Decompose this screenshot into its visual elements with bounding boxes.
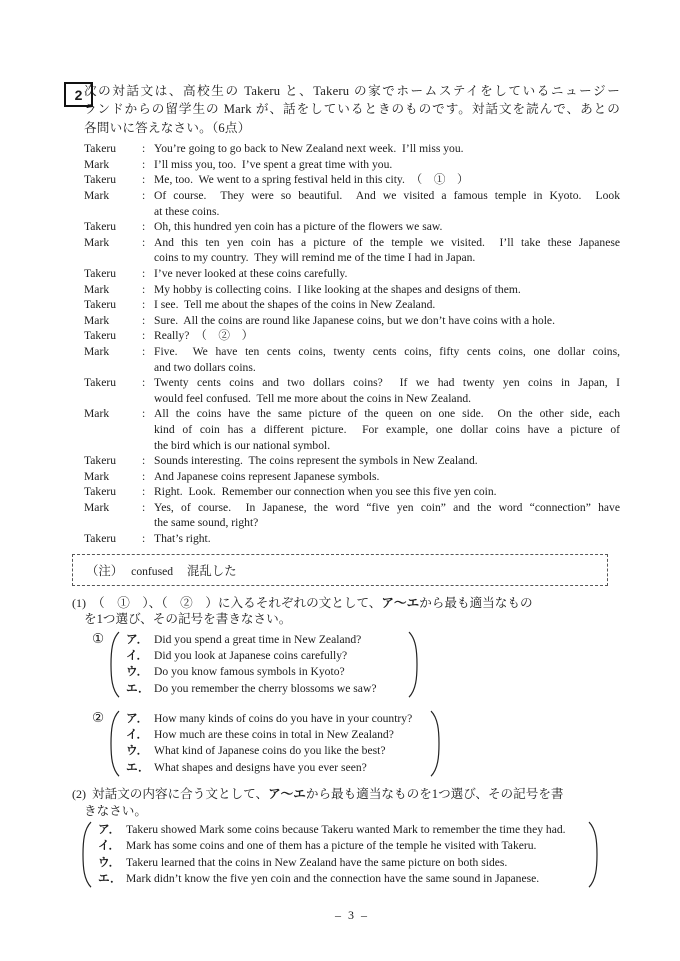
option-kana-label: イ． — [126, 728, 149, 742]
option-row — [98, 871, 584, 887]
dialogue-row — [84, 500, 620, 531]
dialogue-text — [154, 219, 620, 235]
dialogue-text — [154, 313, 620, 329]
speaker-colon: : — [142, 407, 146, 421]
right-bracket — [588, 821, 598, 888]
left-bracket — [110, 631, 120, 698]
speaker-colon: : — [142, 329, 146, 343]
question-2-options-group — [82, 821, 620, 888]
speaker-colon: : — [142, 485, 146, 499]
dialogue-line: Twenty cents coins and two dollars coins? If we had twenty yen coins in Japan, I — [154, 376, 620, 390]
dialogue-text — [154, 235, 620, 266]
option-row — [126, 681, 404, 697]
left-bracket — [82, 821, 92, 888]
option-row — [98, 855, 584, 871]
option-group-2 — [92, 710, 620, 777]
option-kana-label: ウ． — [126, 744, 149, 758]
dialogue-line: the same sound, right? — [154, 516, 259, 530]
speaker-name: Takeru — [84, 532, 117, 546]
option-kana-label: ウ． — [98, 855, 121, 869]
option-row — [126, 664, 404, 680]
option-text: Do you know famous symbols in Kyoto? — [154, 665, 345, 679]
speaker-name: Takeru — [84, 220, 117, 234]
dialogue-row — [84, 453, 620, 469]
dialogue-text — [154, 453, 620, 469]
question-2-label: (2) — [72, 787, 86, 802]
q1-line1-bold: ア～エ — [381, 595, 420, 610]
dialogue-line: Five. We have ten cents coins, twenty cents coins, fifty cents coins, one dollar coins, — [154, 344, 620, 358]
question-1-stem — [72, 595, 620, 628]
dialogue-row — [84, 375, 620, 406]
q1-line1-post: から最も適当なもの — [419, 595, 533, 610]
dialogue-row — [84, 235, 620, 266]
dialogue-row — [84, 141, 620, 157]
dialogue-text — [154, 157, 620, 173]
dialogue-text — [154, 469, 620, 485]
speaker-name: Mark — [84, 282, 110, 296]
dialogue-line: And Japanese coins represent Japanese symbols. — [154, 469, 380, 483]
dialogue-row — [84, 313, 620, 329]
q1-line1-pre: （ ① ）、（ ② ）に入るそれぞれの文として、 — [92, 595, 382, 610]
option-text: How many kinds of coins do you have in your country? — [154, 711, 413, 725]
dialogue-line: Sounds interesting. The coins represent the symbols in New Zealand. — [154, 454, 478, 468]
option-text: Takeru showed Mark some coins because Takeru wanted Mark to remember the time they had. — [126, 823, 566, 837]
speaker-name: Mark — [84, 407, 110, 421]
option-kana-label: ア． — [98, 823, 121, 837]
speaker-name: Takeru — [84, 329, 117, 343]
intro-line: 各問いに答えなさい。（6点） — [84, 120, 251, 135]
group-2-number: ② — [92, 709, 105, 725]
dialogue-text — [154, 297, 620, 313]
group-2-options — [120, 710, 430, 777]
speaker-name: Takeru — [84, 173, 117, 187]
dialogue-line: I see. Tell me about the shapes of the coins in New Zealand. — [154, 298, 436, 312]
dialogue-text — [154, 531, 620, 547]
dialogue-line: Oh, this hundred yen coin has a picture of the flowers we saw. — [154, 220, 443, 234]
dialogue-line: I’ve never looked at these coins carefully. — [154, 266, 348, 280]
dialogue-line: Right. Look. Remember our connection when you see this five yen coin. — [154, 485, 497, 499]
group-1-options — [120, 631, 408, 698]
dialogue-row — [84, 282, 620, 298]
dialogue-line: at these coins. — [154, 204, 220, 218]
dialogue-text — [154, 141, 620, 157]
dialogue-row — [84, 157, 620, 173]
dialogue-text — [154, 172, 620, 188]
option-kana-label: エ． — [126, 681, 150, 695]
question-2-options — [92, 821, 588, 888]
option-text: Mark didn’t know the five yen coin and the connection have the same sound in Japanese. — [126, 871, 540, 885]
dialogue-row — [84, 328, 620, 344]
q2-line1-post: から最も適当なものを1つ選び、その記号を書 — [305, 787, 564, 802]
option-kana-label: ア． — [126, 632, 149, 646]
option-kana-label: エ． — [98, 871, 122, 885]
section-number-box: 2 — [64, 82, 93, 107]
right-bracket — [408, 631, 418, 698]
option-row — [126, 760, 426, 776]
dialogue-line: And this ten yen coin has a picture of the temple we visited. I’ll take these Japanese — [154, 235, 620, 249]
dialogue-row — [84, 266, 620, 282]
dialogue-text — [154, 484, 620, 500]
question-2-text — [84, 787, 564, 818]
dialogue-line: Really? （ ② ） — [154, 329, 254, 343]
dialogue-line: I’ll miss you, too. I’ve spent a great time with you. — [154, 157, 393, 171]
dialogue-row — [84, 469, 620, 485]
option-row — [126, 648, 404, 664]
speaker-colon: : — [142, 173, 146, 187]
dialogue-row — [84, 219, 620, 235]
dialogue-line: All the coins have the same picture of the queen on one side. On the other side, each — [154, 407, 620, 421]
option-kana-label: ア． — [126, 711, 149, 725]
speaker-colon: : — [142, 266, 146, 280]
speaker-colon: : — [142, 298, 146, 312]
speaker-colon: : — [142, 157, 146, 171]
page-number: – 3 – — [335, 908, 369, 923]
speaker-colon: : — [142, 313, 146, 327]
speaker-colon: : — [142, 469, 146, 483]
intro-paragraph — [84, 82, 620, 137]
option-row — [126, 743, 426, 759]
option-group-1 — [92, 631, 620, 698]
option-kana-label: エ． — [126, 760, 150, 774]
group-1-number: ① — [92, 630, 105, 646]
option-row — [98, 838, 584, 854]
dialogue-text — [154, 344, 620, 375]
intro-line: ランドからの留学生の Mark が、話をしているときのものです。対話文を読んで、あとの — [84, 102, 620, 117]
option-kana-label: イ． — [98, 839, 121, 853]
speaker-name: Mark — [84, 157, 110, 171]
dialogue-text — [154, 266, 620, 282]
dialogue-line: and two dollars coins. — [154, 360, 256, 374]
dialogue-text — [154, 406, 620, 453]
option-text: Mark has some coins and one of them has a picture of the temple he visited with Takeru. — [126, 839, 537, 853]
question-2-stem — [72, 786, 620, 819]
question-1-label: (1) — [72, 595, 86, 610]
dialogue-line: would feel confused. Tell me more about the coins in New Zealand. — [154, 391, 472, 405]
dialogue-row — [84, 297, 620, 313]
option-text: Do you remember the cherry blossoms we saw? — [154, 681, 377, 695]
option-kana-label: イ． — [126, 648, 149, 662]
speaker-name: Mark — [84, 344, 110, 358]
option-row — [126, 711, 426, 727]
dialogue-line: Yes, of course. In Japanese, the word “five yen coin” and the word “connection” have — [154, 500, 620, 514]
note-word: confused — [131, 564, 174, 578]
q1-line2: を1つ選び、その記号を書きなさい。 — [84, 612, 292, 627]
speaker-colon: : — [142, 500, 146, 514]
dialogue-text — [154, 188, 620, 219]
dialogue — [84, 141, 620, 546]
dialogue-line: Sure. All the coins are round like Japanese coins, but we don’t have coins with a hole. — [154, 313, 555, 327]
option-text: What kind of Japanese coins do you like the best? — [154, 744, 386, 758]
note-box — [72, 554, 608, 586]
speaker-colon: : — [142, 282, 146, 296]
speaker-name: Takeru — [84, 485, 117, 499]
option-text: Did you look at Japanese coins carefully? — [154, 648, 348, 662]
q2-line1-bold: ア～エ — [268, 787, 306, 802]
option-text: How much are these coins in total in New Zealand? — [154, 728, 394, 742]
dialogue-row — [84, 484, 620, 500]
dialogue-text — [154, 328, 620, 344]
dialogue-text — [154, 500, 620, 531]
dialogue-row — [84, 188, 620, 219]
option-row — [98, 822, 584, 838]
note-meaning: 混乱した — [187, 563, 237, 578]
speaker-name: Takeru — [84, 376, 117, 390]
option-kana-label: ウ． — [126, 665, 149, 679]
speaker-name: Mark — [84, 189, 110, 202]
option-text: Did you spend a great time in New Zealand? — [154, 632, 362, 646]
dialogue-line: Of course. They were so beautiful. And we visited a famous temple in Kyoto. Look — [154, 189, 620, 202]
left-bracket — [110, 710, 120, 777]
speaker-colon: : — [142, 532, 146, 546]
dialogue-line: kind of coin has a different picture. For example, one dollar coins have a picture of — [154, 422, 620, 436]
question-1-text — [84, 596, 533, 627]
intro-line: 次の対話文は、高校生の Takeru と、Takeru の家でホームステイをしているニュージー — [84, 84, 620, 98]
dialogue-row — [84, 531, 620, 547]
speaker-colon: : — [142, 376, 146, 390]
speaker-colon: : — [142, 189, 146, 202]
option-row — [126, 727, 426, 743]
dialogue-line: My hobby is collecting coins. I like looking at the shapes and designs of them. — [154, 282, 521, 296]
dialogue-row — [84, 406, 620, 453]
dialogue-line: the bird which is our national symbol. — [154, 438, 331, 452]
speaker-name: Takeru — [84, 266, 117, 280]
q2-line1-pre: 対話文の内容に合う文として、 — [92, 787, 269, 802]
dialogue-line: You’re going to go back to New Zealand next week. I’ll miss you. — [154, 142, 464, 156]
speaker-colon: : — [142, 142, 146, 156]
speaker-colon: : — [142, 220, 146, 234]
dialogue-line: Me, too. We went to a spring festival held in this city. （ ① ） — [154, 173, 469, 187]
speaker-name: Takeru — [84, 298, 117, 312]
dialogue-line: coins to my country. They will remind me of the time I had in Japan. — [154, 251, 476, 265]
option-text: What shapes and designs have you ever seen? — [154, 760, 367, 774]
speaker-colon: : — [142, 235, 146, 249]
dialogue-text — [154, 375, 620, 406]
dialogue-row — [84, 344, 620, 375]
speaker-name: Takeru — [84, 142, 117, 156]
dialogue-text — [154, 282, 620, 298]
option-row — [126, 632, 404, 648]
speaker-name: Takeru — [84, 454, 117, 468]
q2-line2: きなさい。 — [84, 803, 147, 818]
speaker-name: Mark — [84, 235, 110, 249]
speaker-colon: : — [142, 454, 146, 468]
section-header — [74, 82, 620, 137]
speaker-name: Mark — [84, 469, 110, 483]
speaker-name: Mark — [84, 313, 110, 327]
note-label: （注） — [86, 563, 124, 578]
dialogue-line: That’s right. — [154, 532, 211, 546]
speaker-colon: : — [142, 344, 146, 358]
speaker-name: Mark — [84, 500, 110, 514]
right-bracket — [430, 710, 440, 777]
option-text: Takeru learned that the coins in New Zealand have the same picture on both sides. — [126, 855, 508, 869]
dialogue-row — [84, 172, 620, 188]
